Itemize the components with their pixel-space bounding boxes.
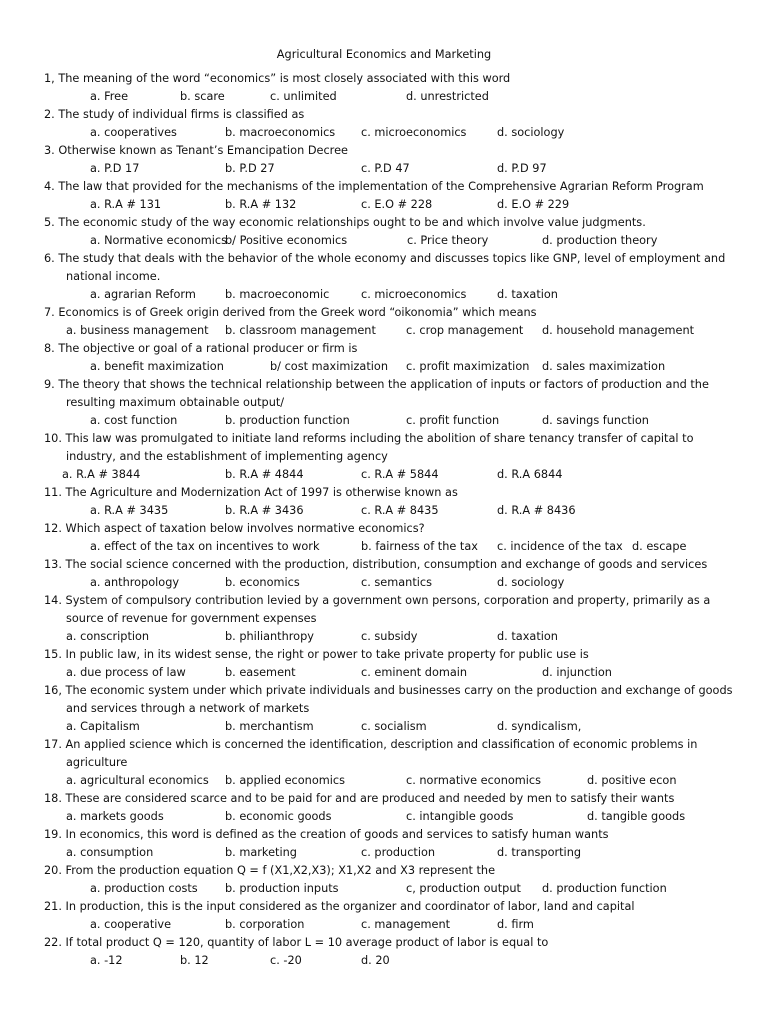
question-10-option-c: c. R.A # 5844 <box>361 468 439 481</box>
question-14-text-continued: source of revenue for government expenses <box>66 612 317 625</box>
question-8-option-a: a. benefit maximization <box>90 360 224 373</box>
question-9-option-c: c. profit function <box>406 414 500 427</box>
question-16-text-continued: and services through a network of markets <box>66 702 310 715</box>
question-14-option-b: b. philianthropy <box>225 630 314 643</box>
question-17-option-d: d. positive econ <box>587 774 677 787</box>
question-1-option-a: a. Free <box>90 90 129 103</box>
question-11-text: 11. The Agriculture and Modernization Act of 1997 is otherwise known as <box>44 486 458 499</box>
question-3-option-a: a. P.D 17 <box>90 162 140 175</box>
question-5-option-a: a. Normative economics <box>90 234 228 247</box>
question-18-option-b: b. economic goods <box>225 810 332 823</box>
question-6-option-d: d. taxation <box>497 288 558 301</box>
question-4-option-a: a. R.A # 131 <box>90 198 162 211</box>
question-7-text: 7. Economics is of Greek origin derived from the Greek word “oikonomia” which means <box>44 306 537 319</box>
question-22-option-c: c. -20 <box>270 954 302 967</box>
question-10-option-a: a. R.A # 3844 <box>62 468 141 481</box>
question-2-option-d: d. sociology <box>497 126 565 139</box>
question-3-option-c: c. P.D 47 <box>361 162 410 175</box>
question-7-option-b: b. classroom management <box>225 324 376 337</box>
question-13-text: 13. The social science concerned with the production, distribution, consumption and exchange of goods and services <box>44 558 708 571</box>
question-10-option-b: b. R.A # 4844 <box>225 468 304 481</box>
question-18-option-a: a. markets goods <box>66 810 164 823</box>
question-17-text-continued: agriculture <box>66 756 128 769</box>
question-21-option-b: b. corporation <box>225 918 305 931</box>
question-22-option-a: a. -12 <box>90 954 123 967</box>
question-1-option-c: c. unlimited <box>270 90 337 103</box>
question-5-text: 5. The economic study of the way economic relationships ought to be and which involve value judgments. <box>44 216 646 229</box>
question-6-text: 6. The study that deals with the behavior of the whole economy and discusses topics like GNP, level of employment and <box>44 252 726 265</box>
question-12-option-d: d. escape <box>632 540 687 553</box>
question-20-option-a: a. production costs <box>90 882 198 895</box>
question-17-option-c: c. normative economics <box>406 774 542 787</box>
question-18-option-d: d. tangible goods <box>587 810 686 823</box>
question-14-option-d: d. taxation <box>497 630 558 643</box>
question-11-option-d: d. R.A # 8436 <box>497 504 576 517</box>
question-12-option-b: b. fairness of the tax <box>361 540 478 553</box>
question-6-option-a: a. agrarian Reform <box>90 288 196 301</box>
question-3-option-b: b. P.D 27 <box>225 162 275 175</box>
question-17-option-a: a. agricultural economics <box>66 774 209 787</box>
question-3-option-d: d. P.D 97 <box>497 162 547 175</box>
question-17-option-b: b. applied economics <box>225 774 345 787</box>
question-1-option-b: b. scare <box>180 90 225 103</box>
question-2-option-a: a. cooperatives <box>90 126 177 139</box>
question-12-text: 12. Which aspect of taxation below involves normative economics? <box>44 522 425 535</box>
question-13-option-a: a. anthropology <box>90 576 180 589</box>
question-6-option-c: c. microeconomics <box>361 288 467 301</box>
question-2-text: 2. The study of individual firms is classified as <box>44 108 305 121</box>
question-6-text-continued: national income. <box>66 270 161 283</box>
question-9-option-b: b. production function <box>225 414 350 427</box>
question-14-text: 14. System of compulsory contribution levied by a government own persons, corporation and property, primarily as a <box>44 594 711 607</box>
question-15-text: 15. In public law, in its widest sense, the right or power to take private property for public use is <box>44 648 589 661</box>
question-8-option-d: d. sales maximization <box>542 360 666 373</box>
question-19-option-a: a. consumption <box>66 846 154 859</box>
question-13-option-d: d. sociology <box>497 576 565 589</box>
question-19-option-d: d. transporting <box>497 846 582 859</box>
question-12-option-a: a. effect of the tax on incentives to work <box>90 540 320 553</box>
question-8-text: 8. The objective or goal of a rational producer or firm is <box>44 342 358 355</box>
question-9-option-d: d. savings function <box>542 414 649 427</box>
question-14-option-a: a. conscription <box>66 630 150 643</box>
question-21-option-d: d. firm <box>497 918 534 931</box>
question-21-text: 21. In production, this is the input considered as the organizer and coordinator of labor, land and capital <box>44 900 635 913</box>
question-13-option-c: c. semantics <box>361 576 432 589</box>
question-15-option-c: c. eminent domain <box>361 666 468 679</box>
question-11-option-a: a. R.A # 3435 <box>90 504 169 517</box>
question-5-option-b: b/ Positive economics <box>225 234 348 247</box>
question-9-text: 9. The theory that shows the technical relationship between the application of inputs or factors of production and the <box>44 378 709 391</box>
question-1-option-d: d. unrestricted <box>406 90 489 103</box>
question-2-option-b: b. macroeconomics <box>225 126 336 139</box>
question-1-text: 1, The meaning of the word “economics” is most closely associated with this word <box>44 72 511 85</box>
question-6-option-b: b. macroeconomic <box>225 288 330 301</box>
question-18-option-c: c. intangible goods <box>406 810 514 823</box>
question-2-option-c: c. microeconomics <box>361 126 467 139</box>
question-17-text: 17. An applied science which is concerned the identification, description and classification of economic problems in <box>44 738 698 751</box>
question-13-option-b: b. economics <box>225 576 300 589</box>
question-22-option-b: b. 12 <box>180 954 209 967</box>
question-18-text: 18. These are considered scarce and to be paid for and are produced and needed by men to satisfy their wants <box>44 792 675 805</box>
question-15-option-a: a. due process of law <box>66 666 186 679</box>
question-16-option-c: c. socialism <box>361 720 427 733</box>
question-16-option-b: b. merchantism <box>225 720 314 733</box>
question-16-text: 16, The economic system under which private individuals and businesses carry on the production and exchange of goods <box>44 684 733 697</box>
question-5-option-c: c. Price theory <box>407 234 489 247</box>
question-20-text: 20. From the production equation Q = f (X1,X2,X3); X1,X2 and X3 represent the <box>44 864 496 877</box>
question-21-option-a: a. cooperative <box>90 918 172 931</box>
question-20-option-c: c, production output <box>406 882 521 895</box>
question-19-text: 19. In economics, this word is defined as the creation of goods and services to satisfy human wants <box>44 828 609 841</box>
question-15-option-b: b. easement <box>225 666 296 679</box>
question-21-option-c: c. management <box>361 918 451 931</box>
question-12-option-c: c. incidence of the tax <box>497 540 623 553</box>
question-20-option-d: d. production function <box>542 882 667 895</box>
question-7-option-c: c. crop management <box>406 324 524 337</box>
question-19-option-b: b. marketing <box>225 846 297 859</box>
question-8-option-c: c. profit maximization <box>406 360 530 373</box>
question-20-option-b: b. production inputs <box>225 882 339 895</box>
question-9-text-continued: resulting maximum obtainable output/ <box>66 396 285 409</box>
question-4-text: 4. The law that provided for the mechanisms of the implementation of the Comprehensive Agrarian Reform Program <box>44 180 704 193</box>
question-4-option-d: d. E.O # 229 <box>497 198 570 211</box>
question-10-option-d: d. R.A 6844 <box>497 468 563 481</box>
question-16-option-d: d. syndicalism, <box>497 720 582 733</box>
question-7-option-d: d. household management <box>542 324 695 337</box>
question-4-option-c: c. E.O # 228 <box>361 198 433 211</box>
question-22-option-d: d. 20 <box>361 954 390 967</box>
question-5-option-d: d. production theory <box>542 234 658 247</box>
question-7-option-a: a. business management <box>66 324 209 337</box>
document-title: Agricultural Economics and Marketing <box>276 48 492 61</box>
question-14-option-c: c. subsidy <box>361 630 418 643</box>
question-10-text: 10. This law was promulgated to initiate land reforms including the abolition of share tenancy transfer of capital to <box>44 432 694 445</box>
question-8-option-b: b/ cost maximization <box>270 360 388 373</box>
question-11-option-c: c. R.A # 8435 <box>361 504 439 517</box>
question-9-option-a: a. cost function <box>90 414 178 427</box>
question-19-option-c: c. production <box>361 846 436 859</box>
question-3-text: 3. Otherwise known as Tenant’s Emancipation Decree <box>44 144 348 157</box>
question-22-text: 22. If total product Q = 120, quantity of labor L = 10 average product of labor is equal to <box>44 936 549 949</box>
question-10-text-continued: industry, and the establishment of implementing agency <box>66 450 388 463</box>
question-11-option-b: b. R.A # 3436 <box>225 504 304 517</box>
question-16-option-a: a. Capitalism <box>66 720 140 733</box>
question-15-option-d: d. injunction <box>542 666 612 679</box>
question-4-option-b: b. R.A # 132 <box>225 198 297 211</box>
